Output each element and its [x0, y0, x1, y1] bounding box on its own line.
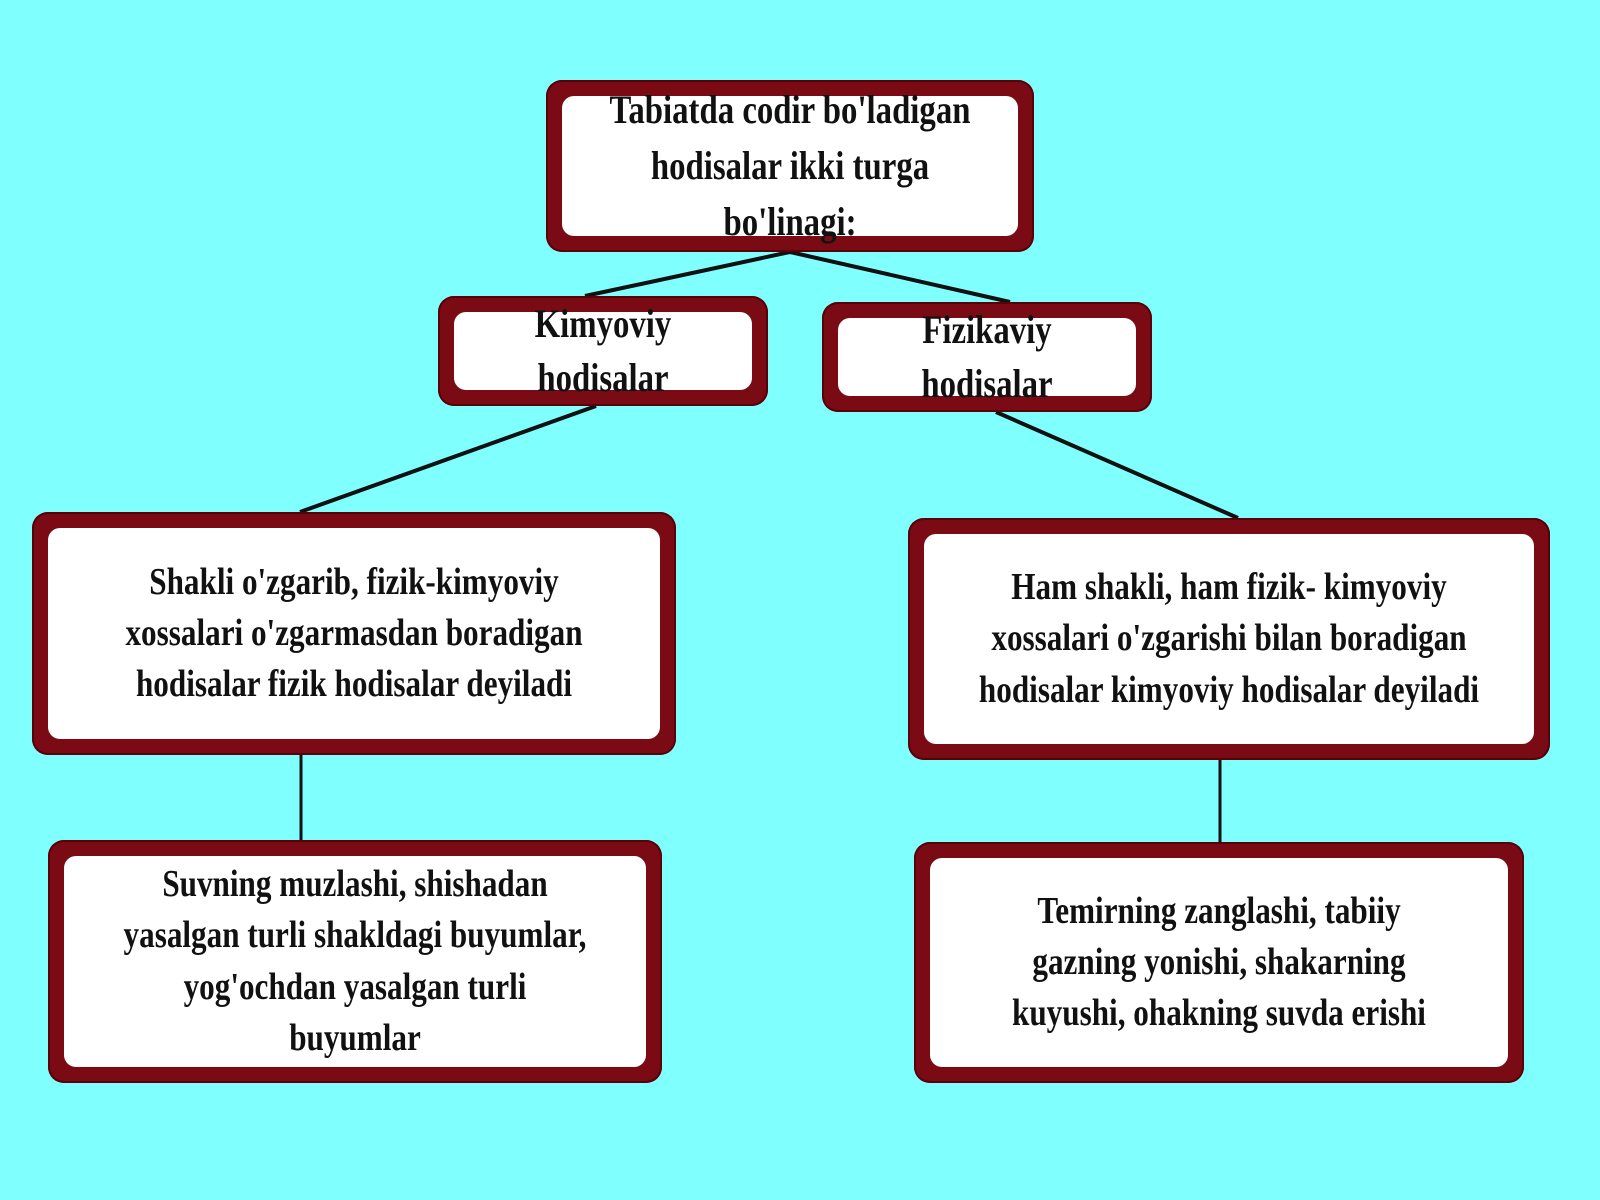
left-definition-text: Shakli o'zgarib, fizik-kimyoviy xossalari o'zgarmasdan boradigan hodisalar fizik hodisalar deyiladi — [125, 560, 583, 706]
left-category-text: Kimyoviy hodisalar — [534, 301, 672, 400]
connector-left-category-to-left-definition — [300, 406, 596, 512]
connector-root-to-left-category — [585, 252, 790, 296]
right-category-panel — [838, 307, 1136, 406]
right-category-text: Fizikaviy hodisalar — [921, 307, 1053, 406]
right-examples-panel — [930, 858, 1508, 1067]
right-examples-text: Temirning zanglashi, tabiiy gazning yonishi, shakarning kuyushi, ohakning suvda erishi — [1012, 889, 1426, 1035]
right-definition-panel — [924, 534, 1534, 744]
right-definition-text: Ham shakli, ham fizik- kimyoviy xossalari o'zgarishi bilan boradigan hodisalar kimyoviy hodisalar deyiladi — [978, 566, 1480, 711]
root-node-text: Tabiatda codir bo'ladigan hodisalar ikki turga bo'linagi: — [609, 87, 971, 244]
left-definition-node — [32, 512, 676, 755]
connector-root-to-right-category — [790, 252, 1010, 302]
left-examples-node — [48, 840, 662, 1083]
left-examples-text: Suvning muzlashi, shishadan yasalgan turli shakldagi buyumlar, yog'ochdan yasalgan turli buyumlar — [123, 862, 587, 1059]
left-category-node — [438, 296, 768, 406]
left-examples-panel — [64, 856, 646, 1067]
root-node-panel — [562, 87, 1018, 244]
left-category-panel — [454, 301, 752, 400]
root-node — [546, 80, 1034, 252]
connector-right-category-to-right-definition — [996, 412, 1238, 518]
right-category-node — [822, 302, 1152, 412]
right-examples-node — [914, 842, 1524, 1083]
right-definition-node — [908, 518, 1550, 760]
left-definition-panel — [48, 528, 660, 739]
